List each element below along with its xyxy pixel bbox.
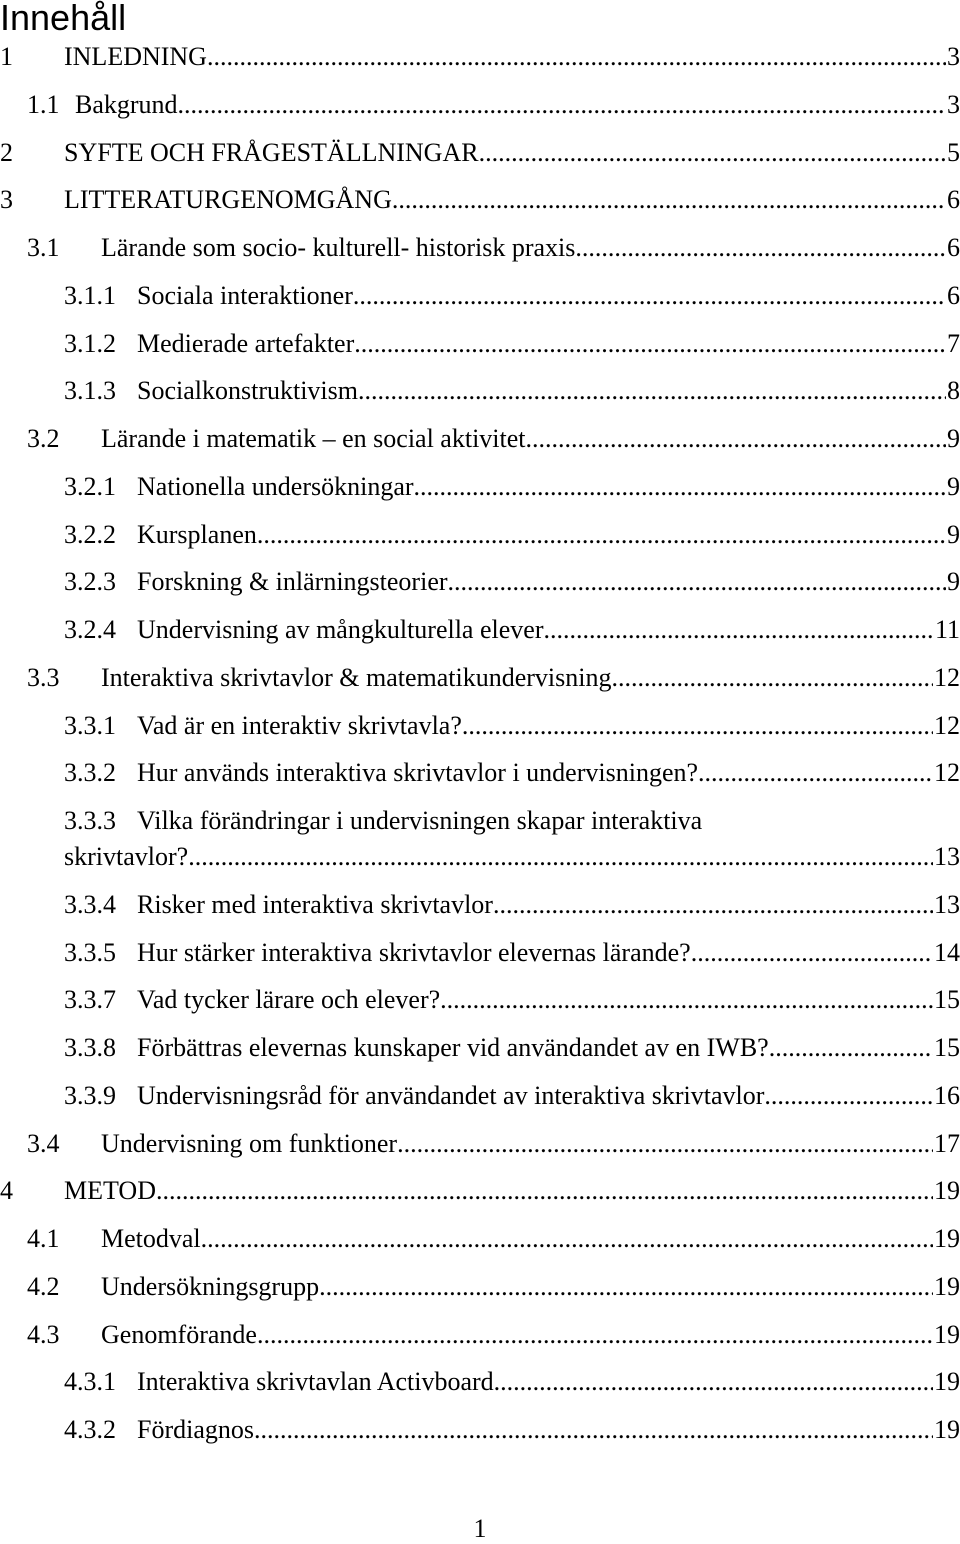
toc-entry-number: 3.3.4	[64, 890, 116, 919]
toc-entry-number: 3.3.2	[64, 758, 116, 787]
dot-leader	[462, 711, 933, 741]
toc-entry-page: 19	[934, 1224, 960, 1253]
toc-entry-number: 2	[0, 138, 13, 167]
toc-entry[interactable]	[64, 758, 960, 788]
toc-entry-page: 9	[947, 472, 960, 501]
toc-entry-text: Bakgrund	[75, 90, 178, 119]
toc-entry-text: Lärande i matematik – en social aktivitet	[101, 424, 526, 453]
toc-entry[interactable]	[64, 376, 960, 406]
toc-entry-page: 14	[934, 938, 960, 967]
dot-leader	[178, 90, 946, 120]
toc-entry-number: 1.1	[27, 90, 60, 119]
toc-entry-number: 3.1.1	[64, 281, 116, 310]
toc-entry-page: 19	[934, 1176, 960, 1205]
toc-entry-page: 12	[934, 711, 960, 740]
toc-entry-page: 6	[947, 185, 960, 214]
dot-leader	[156, 1176, 933, 1206]
dot-leader	[354, 329, 946, 359]
toc-entry[interactable]	[0, 1176, 960, 1206]
toc-entry-text: Socialkonstruktivism	[137, 376, 358, 405]
toc-entry[interactable]	[64, 842, 960, 872]
toc-entry-page: 6	[947, 233, 960, 262]
toc-entry-number: 3.1.2	[64, 329, 116, 358]
toc-entry-text: Vilka förändringar i undervisningen skapar interaktiva	[137, 806, 703, 835]
dot-leader	[493, 890, 933, 920]
dot-leader	[353, 281, 946, 311]
toc-entry-page: 12	[934, 663, 960, 692]
toc-entry[interactable]	[27, 1320, 960, 1350]
toc-entry-first-line[interactable]	[64, 806, 960, 836]
toc-entry[interactable]	[64, 1033, 960, 1063]
toc-entry-text: SYFTE OCH FRÅGESTÄLLNINGAR	[64, 138, 479, 167]
toc-entry-text: Undervisningsråd för användandet av interaktiva skrivtavlor	[137, 1081, 765, 1110]
toc-entry-number: 3.1	[27, 233, 60, 262]
dot-leader	[440, 985, 933, 1015]
toc-entry-text: METOD	[64, 1176, 156, 1205]
dot-leader	[358, 376, 946, 406]
toc-entry-number: 3.1.3	[64, 376, 116, 405]
toc-entry-text: Sociala interaktioner	[137, 281, 353, 310]
toc-entry-number: 3.3.8	[64, 1033, 116, 1062]
toc-entry[interactable]	[64, 329, 960, 359]
toc-entry[interactable]	[64, 281, 960, 311]
toc-entry-text: Undersökningsgrupp	[101, 1272, 320, 1301]
toc-title: Innehåll	[0, 0, 127, 38]
toc-entry[interactable]	[64, 1415, 960, 1445]
toc-entry-text: Risker med interaktiva skrivtavlor	[137, 890, 493, 919]
toc-entry-text: Genomförande	[101, 1320, 257, 1349]
toc-entry-text: Medierade artefakter	[137, 329, 355, 358]
dot-leader	[698, 758, 933, 788]
toc-entry-page: 12	[934, 758, 960, 787]
toc-entry[interactable]	[27, 663, 960, 693]
page-number: 1	[473, 1514, 487, 1543]
toc-entry[interactable]	[64, 567, 960, 597]
toc-entry-text: Hur stärker interaktiva skrivtavlor elevernas lärande?	[137, 938, 691, 967]
dot-leader	[448, 567, 946, 597]
toc-entry-number: 3.2	[27, 424, 60, 453]
dot-leader	[414, 472, 946, 502]
toc-entry-page: 9	[947, 424, 960, 453]
toc-entry-number: 3.3.5	[64, 938, 116, 967]
toc-entry-page: 11	[934, 615, 960, 644]
toc-entry[interactable]	[27, 1224, 960, 1254]
dot-leader	[397, 1129, 933, 1159]
toc-entry-text: Nationella undersökningar	[137, 472, 414, 501]
toc-entry[interactable]	[27, 1129, 960, 1159]
toc-entry-number: 4.3	[27, 1320, 60, 1349]
toc-entry-page: 19	[934, 1415, 960, 1444]
toc-entry-number: 3.3.9	[64, 1081, 116, 1110]
toc-entry-number: 3.3.7	[64, 985, 116, 1014]
toc-entry-text: Vad tycker lärare och elever?	[137, 985, 441, 1014]
toc-entry[interactable]	[64, 890, 960, 920]
toc-entry[interactable]	[27, 1272, 960, 1302]
toc-entry-number: 1	[0, 42, 13, 71]
toc-entry-number: 3.3.3	[64, 806, 116, 835]
toc-entry-text: Forskning & inlärningsteorier	[137, 567, 448, 596]
toc-entry[interactable]	[64, 472, 960, 502]
toc-entry-page: 19	[934, 1367, 960, 1396]
toc-entry-page: 15	[934, 985, 960, 1014]
toc-entry[interactable]	[64, 938, 960, 968]
dot-leader	[494, 1367, 933, 1397]
toc-entry-number: 3	[0, 185, 13, 214]
toc-entry-number: 3.2.1	[64, 472, 116, 501]
dot-leader	[257, 520, 946, 550]
toc-entry-page: 19	[934, 1272, 960, 1301]
toc-entry[interactable]	[64, 1367, 960, 1397]
toc-entry[interactable]	[0, 185, 960, 215]
toc-entry-text: Kursplanen	[137, 520, 257, 549]
toc-entry-number: 3.2.3	[64, 567, 116, 596]
toc-entry[interactable]	[64, 520, 960, 550]
dot-leader	[201, 1224, 933, 1254]
toc-entry-text: Interaktiva skrivtavlan Activboard	[137, 1367, 494, 1396]
dot-leader	[526, 424, 946, 454]
dot-leader	[611, 663, 933, 693]
toc-entry[interactable]	[64, 1081, 960, 1111]
toc-entry-text: Undervisning av mångkulturella elever	[137, 615, 544, 644]
dot-leader	[254, 1415, 933, 1445]
dot-leader	[188, 842, 933, 872]
toc-entry-text: Förbättras elevernas kunskaper vid användandet av en IWB?	[137, 1033, 769, 1062]
toc-entry-number: 3.2.2	[64, 520, 116, 549]
toc-entry[interactable]	[64, 711, 960, 741]
toc-entry-page: 9	[947, 567, 960, 596]
toc-entry-number: 4	[0, 1176, 13, 1205]
toc-entry-text: LITTERATURGENOMGÅNG	[64, 185, 392, 214]
toc-entry-text: Lärande som socio- kulturell- historisk praxis	[101, 233, 576, 262]
dot-leader	[575, 233, 946, 263]
dot-leader	[691, 938, 933, 968]
dot-leader	[257, 1320, 933, 1350]
toc-entry-text: Hur används interaktiva skrivtavlor i undervisningen?	[137, 758, 699, 787]
toc-entry-page: 16	[934, 1081, 960, 1110]
toc-entry[interactable]	[27, 424, 960, 454]
dot-leader	[207, 42, 946, 72]
toc-entry-page: 3	[947, 90, 960, 119]
toc-entry-text: Interaktiva skrivtavlor & matematikundervisning	[101, 663, 612, 692]
toc-entry-number: 3.3	[27, 663, 60, 692]
toc-entry[interactable]	[64, 985, 960, 1015]
toc-entry-number: 4.3.1	[64, 1367, 116, 1396]
toc-entry-page: 5	[947, 138, 960, 167]
toc-entry[interactable]	[0, 42, 960, 72]
dot-leader	[479, 138, 946, 168]
toc-entry-page: 9	[947, 520, 960, 549]
toc-entry-text: Vad är en interaktiv skrivtavla?	[137, 711, 462, 740]
toc-entry-page: 6	[947, 281, 960, 310]
toc-entry-text: INLEDNING	[64, 42, 207, 71]
dot-leader	[392, 185, 946, 215]
toc-entry-number: 4.2	[27, 1272, 60, 1301]
dot-leader	[319, 1272, 933, 1302]
toc-entry-text-continued: skrivtavlor?	[64, 842, 189, 871]
dot-leader	[769, 1033, 933, 1063]
toc-entry-number: 4.3.2	[64, 1415, 116, 1444]
toc-entry-page: 3	[947, 42, 960, 71]
toc-entry-number: 3.2.4	[64, 615, 116, 644]
toc-entry-page: 13	[934, 890, 960, 919]
toc-entry-number: 3.3.1	[64, 711, 116, 740]
toc-entry-page: 7	[947, 329, 960, 358]
toc-entry[interactable]	[27, 233, 960, 263]
toc-entry-page: 19	[934, 1320, 960, 1349]
toc-entry[interactable]	[0, 138, 960, 168]
toc-entry-number: 4.1	[27, 1224, 60, 1253]
toc-entry-page: 13	[934, 842, 960, 871]
toc-entry-page: 8	[947, 376, 960, 405]
toc-entry[interactable]	[64, 615, 960, 645]
dot-leader	[764, 1081, 933, 1111]
dot-leader	[543, 615, 933, 645]
toc-entry[interactable]	[27, 90, 960, 120]
toc-entry-text: Metodval	[101, 1224, 201, 1253]
toc-entry-page: 15	[934, 1033, 960, 1062]
toc-entry-text: Undervisning om funktioner	[101, 1129, 398, 1158]
toc-entry-number: 3.4	[27, 1129, 60, 1158]
toc-entry-text: Fördiagnos	[137, 1415, 254, 1444]
toc-entry-page: 17	[934, 1129, 960, 1158]
